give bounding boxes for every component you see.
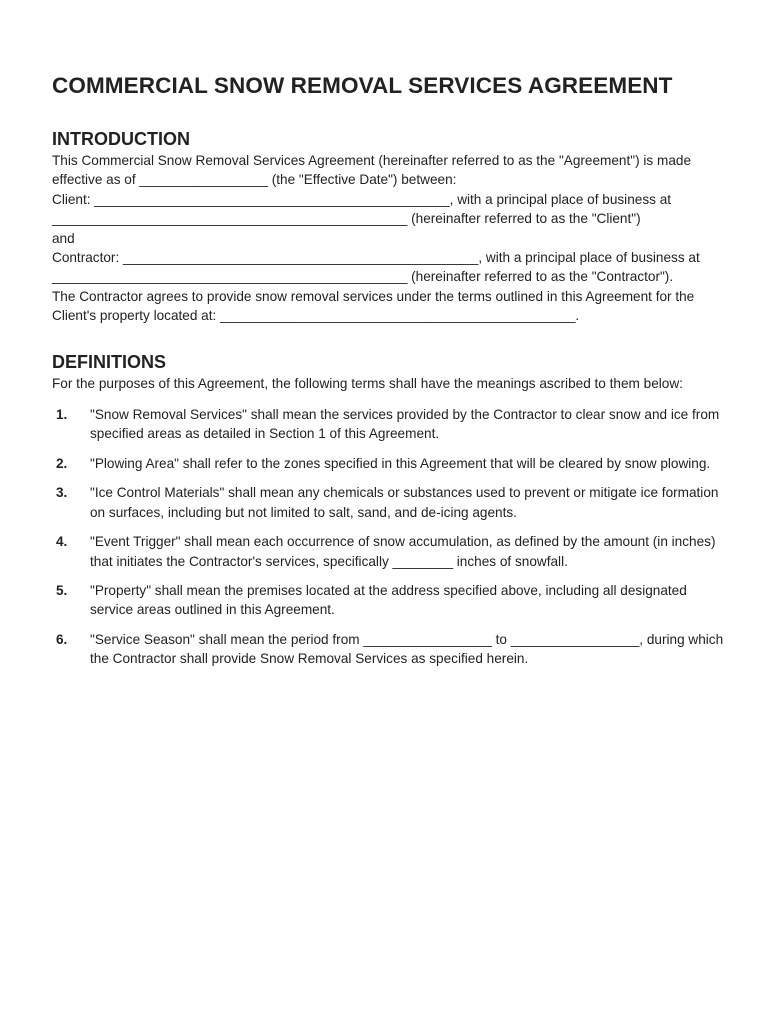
intro-paragraph: This Commercial Snow Removal Services Agreement (hereinafter referred to as the "Agreement") is made effective as of _________________ (the "Effective Date") between: <box>52 153 691 188</box>
definition-number: 2. <box>56 455 68 471</box>
property-paragraph: The Contractor agrees to provide snow removal services under the terms outlined in this Agreement for the Client's property located at: _______________________________________________. <box>52 288 695 324</box>
definition-text: "Service Season" shall mean the period from _________________ to _________________, during which the Contractor shall provide Snow Removal Services as specified herein. <box>90 631 724 667</box>
definitions-heading: DEFINITIONS <box>52 351 167 372</box>
definitions-intro: For the purposes of this Agreement, the following terms shall have the meanings ascribed to them below: <box>52 375 683 391</box>
and-paragraph: and <box>52 230 75 246</box>
definition-text: "Ice Control Materials" shall mean any chemicals or substances used to prevent or mitigate ice formation on surfaces, including but not limited to salt, sand, and de-icing agents. <box>90 485 719 520</box>
definition-number: 5. <box>56 582 68 598</box>
definition-item <box>52 581 724 620</box>
definition-number: 4. <box>56 534 68 550</box>
definition-number: 6. <box>56 631 68 647</box>
introduction-heading: INTRODUCTION <box>52 129 190 149</box>
definition-text: "Snow Removal Services" shall mean the services provided by the Contractor to clear snow and ice from specified areas as detailed in Section 1 of this Agreement. <box>90 407 720 442</box>
definition-item <box>52 630 724 669</box>
document-page <box>52 70 724 679</box>
definition-number: 3. <box>56 485 68 501</box>
contractor-paragraph: Contractor: _______________________________________________, with a principal place of business at _______________________________________________ (hereinafter referred to as the "Contractor"). <box>52 250 700 285</box>
definition-item <box>52 405 724 444</box>
definitions-list <box>52 405 724 668</box>
definition-text: "Plowing Area" shall refer to the zones specified in this Agreement that will be cleared by snow plowing. <box>90 455 711 471</box>
definition-item <box>52 532 724 571</box>
definition-item <box>52 483 724 522</box>
client-paragraph: Client: _______________________________________________, with a principal place of business at _______________________________________________ (hereinafter referred to as the "Client") <box>52 191 672 227</box>
document-title: COMMERCIAL SNOW REMOVAL SERVICES AGREEMENT <box>52 73 673 98</box>
definition-text: "Event Trigger" shall mean each occurrence of snow accumulation, as defined by the amount (in inches) that initiates the Contractor's services, specifically ________ inches of snowfall. <box>90 534 716 569</box>
definition-item <box>52 454 724 473</box>
definition-number: 1. <box>56 407 68 423</box>
definition-text: "Property" shall mean the premises located at the address specified above, including all designated service areas outlined in this Agreement. <box>90 582 687 618</box>
